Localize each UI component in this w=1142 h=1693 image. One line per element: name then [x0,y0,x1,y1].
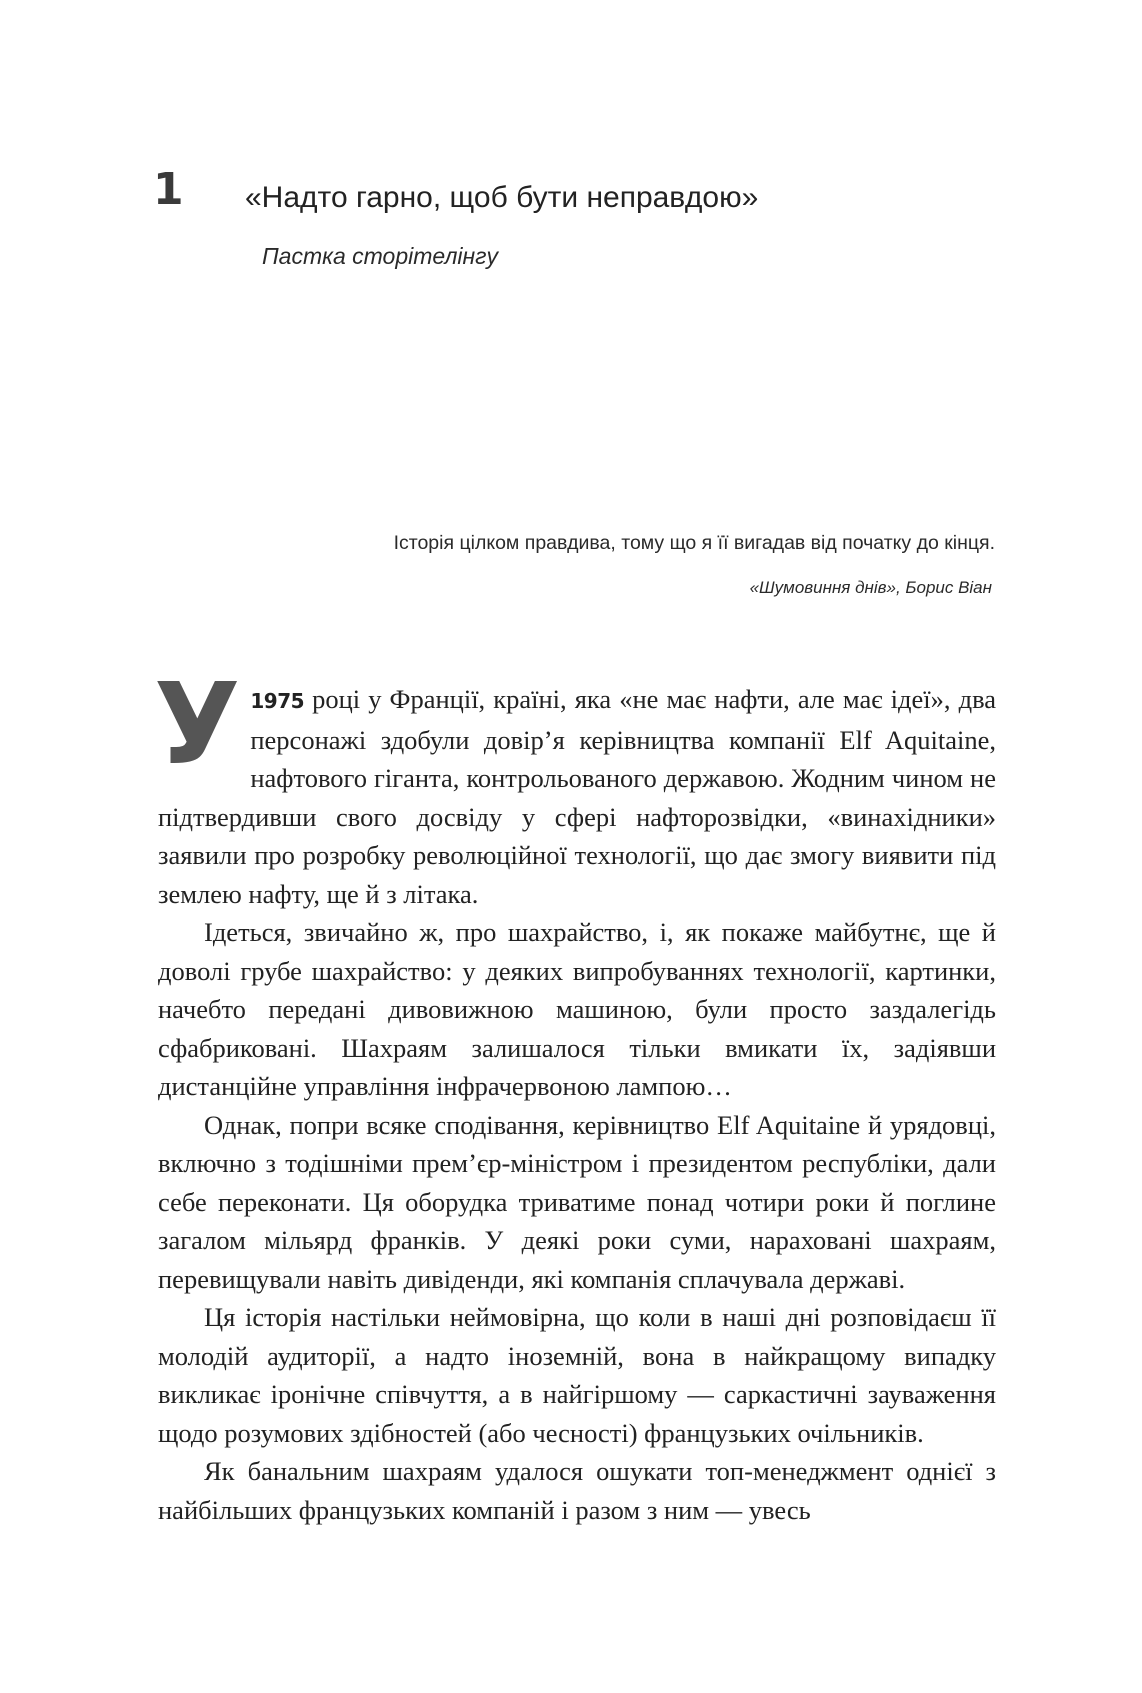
paragraph: Однак, попри всяке сподівання, керівництво Elf Aquitaine й урядовці, включно з тодішніми прем’єр-міністром і президентом республіки, дали себе переконати. Ця оборудка триватиме понад чотири роки й поглине загалом мільярд франків. У деякі роки суми, нараховані шахраям, перевищували навіть дивіденди, які компанія сплачувала державі. [158,1109,996,1294]
chapter-title: «Надто гарно, щоб бути неправдою» [245,181,759,214]
chapter-number: 1 [153,164,184,215]
paragraph: Як банальним шахраям удалося ошукати топ-менеджмент однієї з найбільших французьких компаній і разом з ним — увесь [158,1456,996,1525]
epigraph-source: «Шумовиння днів», Борис Віан [749,578,992,597]
chapter-subtitle: Пастка сторітелінгу [262,243,499,269]
paragraph [154,660,996,913]
paragraph: Ця історія настільки неймовірна, що коли в наші дні розповідаєш її молодій аудиторії, а надто іноземній, вона в найкращому випадку викликає іронічне співчуття, а в найгіршому — саркастичні зауваження щодо розумових здібностей (або чесності) французьких очільників. [158,1302,996,1448]
lead-year: 1975 [250,689,305,713]
body-text [154,660,996,1529]
paragraph-text: році у Франції, країні, яка «не має нафти, але має ідеї», два персонажі здобули довір’я керівництва компанії Elf Aquitaine, нафтового гіганта, контрольованого державою. Жодним чином не підтвердивши свого досвіду у сфері нафторозвідки, «винахідники» заявили про розробку революційної технології, що дає змогу виявити під землею нафту, ще й з літака. [158,684,996,909]
epigraph-quote: Історія цілком правдива, тому що я її вигадав від початку до кінця. [393,532,995,554]
drop-cap: У [154,660,241,790]
paragraph: Ідеться, звичайно ж, про шахрайство, і, як покаже майбутнє, ще й доволі грубе шахрайство: у деяких випробуваннях технології, картинки, начебто передані дивовижною машиною, були просто заздалегідь сфабриковані. Шахраям залишалося тільки вмикати їх, задіявши дистанційне управління інфрачервоною лампою… [158,917,996,1101]
